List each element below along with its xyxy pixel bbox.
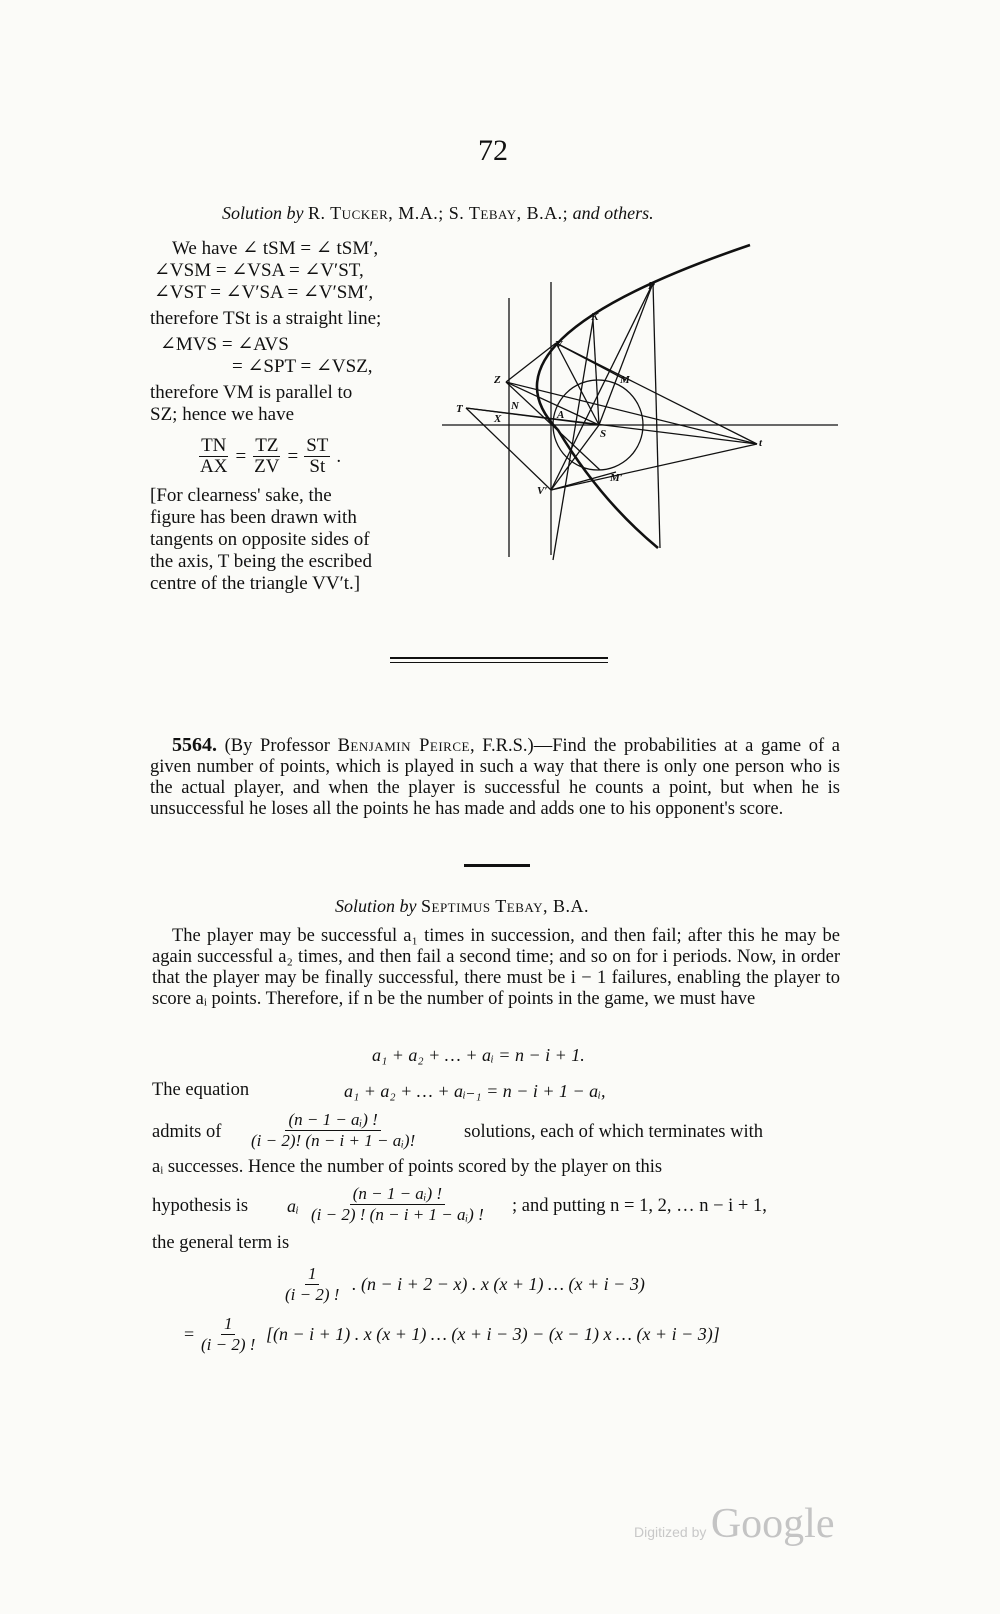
solution-paragraph: The player may be successful a₁ times in succession, and then fail; after this he may be again successful a₂ times, and then fail a second time; and so on for i periods. Now, in order that the player may be finally successful, there must be i − 1 failures, enabling the player to score aᵢ points. Therefore, if n be the number of points in the game, we must have [152, 926, 840, 1009]
general-term-label: the general term is [152, 1233, 290, 1253]
a-i: aᵢ [287, 1196, 299, 1216]
fraction-general-2: $\frac{1}{(i - 2) !}$ [201, 1314, 256, 1354]
proof-line: SZ; hence we have [150, 404, 295, 425]
fraction-count: $\frac{\text{(n − 1 − aᵢ) !}}{\text{(i − 2)! (n − i + 1 − aᵢ)!}}$ [251, 1110, 416, 1150]
label-N: N [511, 400, 519, 412]
label-M-prime: M′ [610, 472, 623, 484]
solution-suffix: and others. [572, 203, 654, 223]
solution-authors: R. Tucker, M.A.; S. Tebay, B.A.; [308, 203, 569, 223]
fraction-general: $\frac{1}{(i - 2) !}$ [285, 1264, 340, 1304]
solution-heading [222, 203, 654, 224]
label-X: X [494, 413, 502, 425]
fraction: $\frac{ST}{St}$ [306, 435, 329, 477]
label-V: V [555, 339, 563, 351]
label-M: M [620, 374, 630, 386]
equation-2: a₁ + a₂ + … + aᵢ₋₁ = n − i + 1 − aᵢ, [344, 1081, 606, 1101]
admits-label: admits of [152, 1122, 222, 1142]
label-V-prime: V′ [537, 485, 548, 497]
proof-line: ∠MVS = ∠AVS [160, 334, 289, 355]
label-S: S [600, 428, 607, 440]
equation-1: a₁ + a₂ + … + aᵢ = n − i + 1. [372, 1045, 585, 1065]
equals-sign: = [184, 1324, 195, 1344]
fraction: $\frac{TZ}{ZV}$ [254, 435, 280, 477]
fraction: $\frac{TN}{AX}$ [200, 435, 228, 477]
proof-text [150, 238, 440, 595]
equation-3: . (n − i + 2 − x) . x (x + 1) … (x + i − 3) [352, 1274, 645, 1294]
solutions-text: solutions, each of which terminates with [464, 1122, 764, 1142]
parabola-figure [440, 240, 850, 570]
proof-line: ∠VSM = ∠VSA = ∠V′ST, [154, 260, 364, 281]
proof-line: = ∠SPT = ∠VSZ, [232, 356, 373, 377]
page-number: 72 [478, 134, 508, 167]
equals-sign: = [287, 445, 299, 467]
equals-sign: = [235, 445, 247, 467]
separator-short-rule [464, 864, 530, 867]
label-Z: Z [494, 374, 501, 386]
solution-author: Septimus Tebay, B.A. [421, 896, 589, 916]
bracket-note: [For clearness' sake, the figure has been drawn with tangents on opposite sides of the axis, T being the escribed centre of the triangle VV′t.] [150, 485, 372, 594]
label-t: t [759, 437, 763, 449]
solution-prefix: Solution by [222, 203, 304, 223]
label-K: K [591, 311, 599, 323]
problem-5564: 5564. (By Professor Benjamin Peirce, F.R.S.)—Find the probabilities at a game of a given number of points, which is played in such a way that there is only one person who is the actual player, and when the player is successful he counts a point, but when he is unsuccessful he loses all the points he has made and adds one to his opponent's score. [150, 734, 841, 819]
label-T: T [456, 403, 463, 415]
separator-rule-top [390, 657, 608, 659]
problem-number: 5564. [172, 734, 217, 756]
putting-text: ; and putting n = 1, 2, … n − i + 1, [512, 1196, 767, 1216]
proof-line: therefore TSt is a straight line; [150, 308, 382, 329]
separator-rule-bottom [390, 662, 608, 663]
equation-label: The equation [152, 1080, 250, 1100]
problem-author: Benjamin Peirce [337, 736, 470, 756]
digitized-watermark: Digitized by Google [634, 1501, 835, 1547]
proof-line: therefore VM is parallel to [150, 382, 353, 403]
proof-line: ∠VST = ∠V′SA = ∠V′SM′, [154, 282, 374, 303]
hypothesis-label: hypothesis is [152, 1196, 249, 1216]
ratio-equation: $\frac{TN}{AX}$ = $\frac{TZ}{ZV}$ = $\frac{ST}{St}$ . [200, 435, 342, 477]
google-logo: Google [710, 1501, 835, 1547]
solution-heading-2: Solution by Septimus Tebay, B.A. [335, 896, 589, 916]
fraction-points: $\frac{\text{(n − 1 − aᵢ) !}}{\text{(i − 2) ! (n − i + 1 − aᵢ) !}}$ [311, 1184, 484, 1224]
proof-line: We have ∠ tSM = ∠ tSM′, [172, 238, 379, 259]
equation-4: [(n − i + 1) . x (x + 1) … (x + i − 3) − (x − 1) x … (x + i − 3)] [266, 1324, 720, 1344]
successes-line: aᵢ successes. Hence the number of points scored by the player on this [152, 1157, 663, 1177]
label-A: A [557, 409, 565, 421]
label-P: P [648, 280, 655, 292]
